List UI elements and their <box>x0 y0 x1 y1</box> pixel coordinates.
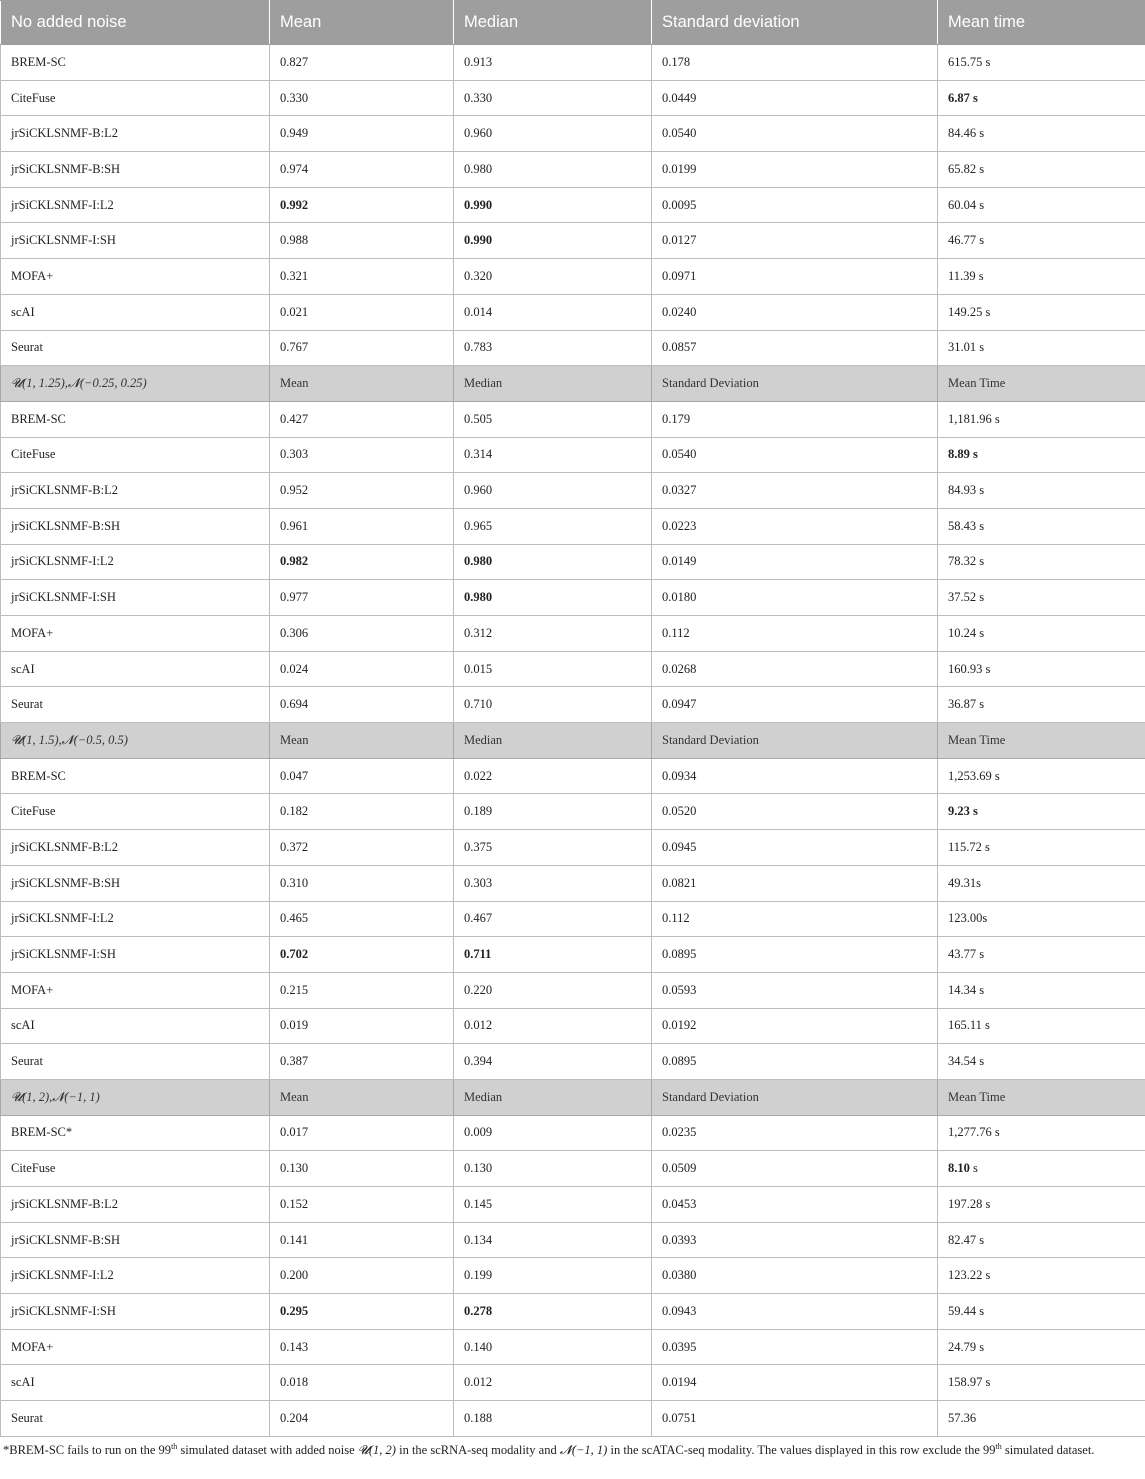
sd-value: 0.0520 <box>652 794 938 830</box>
sd-value: 0.0393 <box>652 1222 938 1258</box>
method-name: jrSiCKLSNMF-B:L2 <box>1 1187 270 1223</box>
sd-value: 0.0095 <box>652 187 938 223</box>
mean-value: 0.321 <box>270 259 454 295</box>
sd-value: 0.0593 <box>652 972 938 1008</box>
time-value: 24.79 s <box>938 1329 1145 1365</box>
section-median-label: Median <box>454 366 652 402</box>
sd-value: 0.0449 <box>652 80 938 116</box>
mean-value: 0.200 <box>270 1258 454 1294</box>
time-value: 9.23 s <box>938 794 1145 830</box>
median-value: 0.394 <box>454 1044 652 1080</box>
section-noise-label: 𝓤(1, 2),𝓝(−1, 1) <box>1 1079 270 1115</box>
footnote-text: in the scRNA-seq modality and <box>395 1443 560 1457</box>
method-name: MOFA+ <box>1 616 270 652</box>
sd-value: 0.0395 <box>652 1329 938 1365</box>
mean-value: 0.827 <box>270 45 454 81</box>
mean-value: 0.330 <box>270 80 454 116</box>
mean-value: 0.143 <box>270 1329 454 1365</box>
method-name: jrSiCKLSNMF-I:SH <box>1 937 270 973</box>
median-value: 0.303 <box>454 865 652 901</box>
header-mean-time: Mean time <box>938 1 1145 45</box>
sd-value: 0.0821 <box>652 865 938 901</box>
section-sd-label: Standard Deviation <box>652 1079 938 1115</box>
sd-value: 0.0235 <box>652 1115 938 1151</box>
method-name: BREM-SC <box>1 758 270 794</box>
time-value: 14.34 s <box>938 972 1145 1008</box>
method-name: CiteFuse <box>1 80 270 116</box>
median-value: 0.130 <box>454 1151 652 1187</box>
sd-value: 0.0453 <box>652 1187 938 1223</box>
mean-value: 0.017 <box>270 1115 454 1151</box>
sd-value: 0.0149 <box>652 544 938 580</box>
mean-value: 0.961 <box>270 508 454 544</box>
mean-value: 0.952 <box>270 473 454 509</box>
time-value: 84.93 s <box>938 473 1145 509</box>
median-value: 0.015 <box>454 651 652 687</box>
table-row <box>1 1365 1145 1401</box>
method-name: CiteFuse <box>1 794 270 830</box>
median-value: 0.189 <box>454 794 652 830</box>
method-name: scAI <box>1 294 270 330</box>
time-value: 84.46 s <box>938 116 1145 152</box>
mean-value: 0.974 <box>270 152 454 188</box>
method-name: jrSiCKLSNMF-I:L2 <box>1 544 270 580</box>
section-noise-label: 𝓤(1, 1.5),𝓝(−0.5, 0.5) <box>1 723 270 759</box>
table-row <box>1 187 1145 223</box>
table-header-row <box>1 1 1145 45</box>
median-value: 0.965 <box>454 508 652 544</box>
time-value: 1,181.96 s <box>938 401 1145 437</box>
mean-value: 0.767 <box>270 330 454 366</box>
method-name: jrSiCKLSNMF-B:SH <box>1 1222 270 1258</box>
table-row <box>1 294 1145 330</box>
section-noise-label: 𝓤(1, 1.25),𝓝(−0.25, 0.25) <box>1 366 270 402</box>
time-value: 78.32 s <box>938 544 1145 580</box>
method-name: BREM-SC <box>1 45 270 81</box>
time-value: 82.47 s <box>938 1222 1145 1258</box>
median-value: 0.012 <box>454 1008 652 1044</box>
section-median-label: Median <box>454 723 652 759</box>
header-noise-condition: No added noise <box>1 1 270 45</box>
mean-value: 0.372 <box>270 830 454 866</box>
time-value: 1,277.76 s <box>938 1115 1145 1151</box>
time-value: 8.89 s <box>938 437 1145 473</box>
sd-value: 0.0327 <box>652 473 938 509</box>
table-row <box>1 437 1145 473</box>
median-value: 0.711 <box>454 937 652 973</box>
time-value: 58.43 s <box>938 508 1145 544</box>
table-row <box>1 937 1145 973</box>
mean-value: 0.141 <box>270 1222 454 1258</box>
mean-value: 0.295 <box>270 1294 454 1330</box>
sd-value: 0.178 <box>652 45 938 81</box>
footnote-superscript: th <box>171 1441 178 1451</box>
method-name: scAI <box>1 651 270 687</box>
table-row <box>1 259 1145 295</box>
section-header-row <box>1 1079 1145 1115</box>
method-name: jrSiCKLSNMF-B:SH <box>1 508 270 544</box>
time-unit: s <box>969 1161 978 1176</box>
median-value: 0.009 <box>454 1115 652 1151</box>
time-value: 37.52 s <box>938 580 1145 616</box>
sd-value: 0.179 <box>652 401 938 437</box>
method-name: jrSiCKLSNMF-B:SH <box>1 865 270 901</box>
sd-value: 0.0945 <box>652 830 938 866</box>
section-time-label: Mean Time <box>938 1079 1145 1115</box>
table-row <box>1 508 1145 544</box>
time-value: 60.04 s <box>938 187 1145 223</box>
section-header-row <box>1 723 1145 759</box>
sd-value: 0.0380 <box>652 1258 938 1294</box>
time-value: 31.01 s <box>938 330 1145 366</box>
mean-value: 0.019 <box>270 1008 454 1044</box>
mean-value: 0.387 <box>270 1044 454 1080</box>
time-value: 1,253.69 s <box>938 758 1145 794</box>
median-value: 0.320 <box>454 259 652 295</box>
mean-value: 0.949 <box>270 116 454 152</box>
mean-value: 0.182 <box>270 794 454 830</box>
median-value: 0.278 <box>454 1294 652 1330</box>
table-row <box>1 473 1145 509</box>
mean-value: 0.992 <box>270 187 454 223</box>
method-name: scAI <box>1 1008 270 1044</box>
sd-value: 0.0240 <box>652 294 938 330</box>
method-name: Seurat <box>1 1401 270 1437</box>
time-value: 65.82 s <box>938 152 1145 188</box>
median-value: 0.314 <box>454 437 652 473</box>
table-row <box>1 901 1145 937</box>
method-name: jrSiCKLSNMF-I:SH <box>1 580 270 616</box>
mean-value: 0.018 <box>270 1365 454 1401</box>
time-value: 10.24 s <box>938 616 1145 652</box>
table-row <box>1 1329 1145 1365</box>
median-value: 0.960 <box>454 116 652 152</box>
time-value <box>938 1151 1145 1187</box>
table-row <box>1 687 1145 723</box>
time-value: 34.54 s <box>938 1044 1145 1080</box>
table-row <box>1 794 1145 830</box>
method-name: Seurat <box>1 330 270 366</box>
method-name: MOFA+ <box>1 1329 270 1365</box>
time-value: 43.77 s <box>938 937 1145 973</box>
table-row <box>1 616 1145 652</box>
method-name: MOFA+ <box>1 972 270 1008</box>
median-value: 0.188 <box>454 1401 652 1437</box>
sd-value: 0.0199 <box>652 152 938 188</box>
median-value: 0.134 <box>454 1222 652 1258</box>
table-row <box>1 1044 1145 1080</box>
table-row <box>1 152 1145 188</box>
sd-value: 0.0857 <box>652 330 938 366</box>
section-header-row <box>1 366 1145 402</box>
median-value: 0.980 <box>454 544 652 580</box>
method-name: BREM-SC* <box>1 1115 270 1151</box>
footnote-text: simulated dataset with added noise <box>177 1443 358 1457</box>
sd-value: 0.0947 <box>652 687 938 723</box>
method-name: scAI <box>1 1365 270 1401</box>
mean-value: 0.310 <box>270 865 454 901</box>
median-value: 0.199 <box>454 1258 652 1294</box>
footnote-noise-atac: 𝓝(−1, 1) <box>559 1443 608 1457</box>
header-median: Median <box>454 1 652 45</box>
table-row <box>1 651 1145 687</box>
method-name: jrSiCKLSNMF-B:L2 <box>1 116 270 152</box>
section-time-label: Mean Time <box>938 723 1145 759</box>
median-value: 0.990 <box>454 187 652 223</box>
sd-value: 0.0943 <box>652 1294 938 1330</box>
method-name: Seurat <box>1 687 270 723</box>
median-value: 0.990 <box>454 223 652 259</box>
table-row <box>1 223 1145 259</box>
mean-value: 0.152 <box>270 1187 454 1223</box>
time-value: 115.72 s <box>938 830 1145 866</box>
section-mean-label: Mean <box>270 366 454 402</box>
median-value: 0.375 <box>454 830 652 866</box>
median-value: 0.783 <box>454 330 652 366</box>
median-value: 0.913 <box>454 45 652 81</box>
table-row <box>1 116 1145 152</box>
table-row <box>1 80 1145 116</box>
footnote-text: in the scATAC-seq modality. The values displayed in this row exclude the 99 <box>607 1443 996 1457</box>
sd-value: 0.0180 <box>652 580 938 616</box>
mean-value: 0.047 <box>270 758 454 794</box>
time-value: 165.11 s <box>938 1008 1145 1044</box>
method-name: jrSiCKLSNMF-B:SH <box>1 152 270 188</box>
method-name: jrSiCKLSNMF-B:L2 <box>1 473 270 509</box>
header-standard-deviation: Standard deviation <box>652 1 938 45</box>
median-value: 0.145 <box>454 1187 652 1223</box>
mean-value: 0.702 <box>270 937 454 973</box>
footnote-superscript: th <box>995 1441 1002 1451</box>
sd-value: 0.0509 <box>652 1151 938 1187</box>
table-row <box>1 580 1145 616</box>
mean-value: 0.021 <box>270 294 454 330</box>
sd-value: 0.0540 <box>652 116 938 152</box>
method-name: CiteFuse <box>1 1151 270 1187</box>
table-row <box>1 1115 1145 1151</box>
method-name: jrSiCKLSNMF-I:SH <box>1 223 270 259</box>
table-row <box>1 401 1145 437</box>
section-median-label: Median <box>454 1079 652 1115</box>
table-row <box>1 1151 1145 1187</box>
median-value: 0.312 <box>454 616 652 652</box>
mean-value: 0.694 <box>270 687 454 723</box>
sd-value: 0.0934 <box>652 758 938 794</box>
mean-value: 0.130 <box>270 1151 454 1187</box>
median-value: 0.012 <box>454 1365 652 1401</box>
method-name: jrSiCKLSNMF-I:L2 <box>1 187 270 223</box>
table-row <box>1 1258 1145 1294</box>
median-value: 0.467 <box>454 901 652 937</box>
mean-value: 0.982 <box>270 544 454 580</box>
mean-value: 0.988 <box>270 223 454 259</box>
sd-value: 0.0971 <box>652 259 938 295</box>
table-row <box>1 1294 1145 1330</box>
table-row <box>1 972 1145 1008</box>
method-name: jrSiCKLSNMF-I:SH <box>1 1294 270 1330</box>
table-row <box>1 1008 1145 1044</box>
footnote-noise-rna: 𝓤(1, 2) <box>357 1443 396 1457</box>
time-value: 149.25 s <box>938 294 1145 330</box>
time-value: 57.36 <box>938 1401 1145 1437</box>
method-name: CiteFuse <box>1 437 270 473</box>
section-sd-label: Standard Deviation <box>652 723 938 759</box>
time-value: 197.28 s <box>938 1187 1145 1223</box>
sd-value: 0.112 <box>652 901 938 937</box>
section-mean-label: Mean <box>270 1079 454 1115</box>
median-value: 0.505 <box>454 401 652 437</box>
median-value: 0.140 <box>454 1329 652 1365</box>
time-value: 6.87 s <box>938 80 1145 116</box>
table-row <box>1 1222 1145 1258</box>
mean-value: 0.204 <box>270 1401 454 1437</box>
time-value: 11.39 s <box>938 259 1145 295</box>
table-row <box>1 1401 1145 1437</box>
median-value: 0.710 <box>454 687 652 723</box>
median-value: 0.330 <box>454 80 652 116</box>
median-value: 0.960 <box>454 473 652 509</box>
median-value: 0.014 <box>454 294 652 330</box>
method-name: jrSiCKLSNMF-B:L2 <box>1 830 270 866</box>
mean-value: 0.024 <box>270 651 454 687</box>
sd-value: 0.0895 <box>652 937 938 973</box>
median-value: 0.980 <box>454 152 652 188</box>
time-value: 36.87 s <box>938 687 1145 723</box>
sd-value: 0.0540 <box>652 437 938 473</box>
section-mean-label: Mean <box>270 723 454 759</box>
mean-value: 0.306 <box>270 616 454 652</box>
mean-value: 0.303 <box>270 437 454 473</box>
footnote-text: simulated dataset. <box>1001 1443 1095 1457</box>
table-row <box>1 544 1145 580</box>
time-value: 615.75 s <box>938 45 1145 81</box>
mean-value: 0.427 <box>270 401 454 437</box>
time-value: 49.31s <box>938 865 1145 901</box>
mean-value: 0.977 <box>270 580 454 616</box>
sd-value: 0.112 <box>652 616 938 652</box>
median-value: 0.220 <box>454 972 652 1008</box>
method-name: MOFA+ <box>1 259 270 295</box>
time-value: 158.97 s <box>938 1365 1145 1401</box>
table-row <box>1 830 1145 866</box>
method-name: BREM-SC <box>1 401 270 437</box>
method-name: jrSiCKLSNMF-I:L2 <box>1 901 270 937</box>
method-name: jrSiCKLSNMF-I:L2 <box>1 1258 270 1294</box>
section-sd-label: Standard Deviation <box>652 366 938 402</box>
sd-value: 0.0268 <box>652 651 938 687</box>
table-row <box>1 758 1145 794</box>
table-row <box>1 865 1145 901</box>
table-row <box>1 45 1145 81</box>
mean-value: 0.215 <box>270 972 454 1008</box>
table-row <box>1 330 1145 366</box>
header-mean: Mean <box>270 1 454 45</box>
sd-value: 0.0194 <box>652 1365 938 1401</box>
time-number: 8.10 <box>948 1161 970 1176</box>
sd-value: 0.0751 <box>652 1401 938 1437</box>
table-row <box>1 1187 1145 1223</box>
median-value: 0.022 <box>454 758 652 794</box>
time-value: 123.00s <box>938 901 1145 937</box>
time-value: 160.93 s <box>938 651 1145 687</box>
sd-value: 0.0192 <box>652 1008 938 1044</box>
sd-value: 0.0127 <box>652 223 938 259</box>
time-value: 59.44 s <box>938 1294 1145 1330</box>
time-value: 46.77 s <box>938 223 1145 259</box>
sd-value: 0.0895 <box>652 1044 938 1080</box>
footnote-text: *BREM-SC fails to run on the 99 <box>3 1443 172 1457</box>
table-footnote <box>3 1442 1138 1459</box>
method-name: Seurat <box>1 1044 270 1080</box>
mean-value: 0.465 <box>270 901 454 937</box>
median-value: 0.980 <box>454 580 652 616</box>
sd-value: 0.0223 <box>652 508 938 544</box>
time-value: 123.22 s <box>938 1258 1145 1294</box>
section-time-label: Mean Time <box>938 366 1145 402</box>
